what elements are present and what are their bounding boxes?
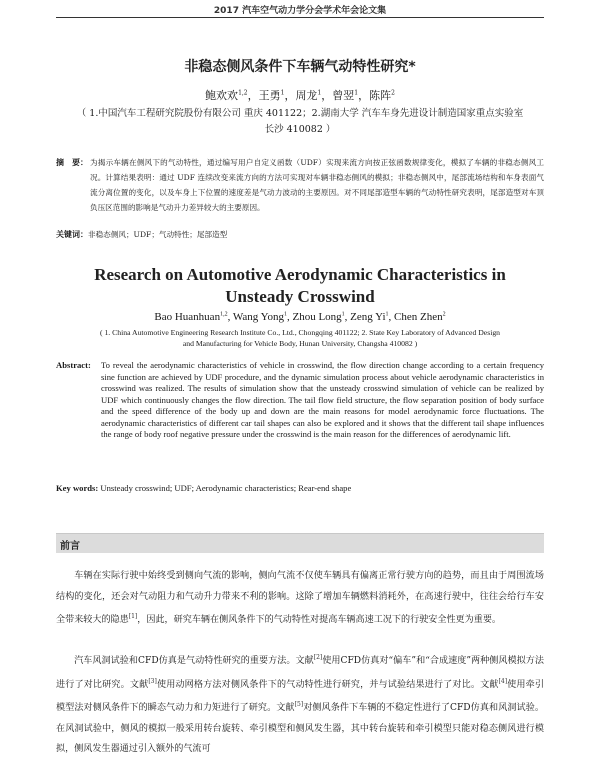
en-author-sep: , (286, 311, 293, 323)
citation-ref[interactable]: [4] (498, 677, 508, 685)
cn-keywords-label: 关键词： (56, 230, 88, 239)
en-authors (0, 311, 600, 323)
en-author-sup: 2 (442, 311, 446, 318)
en-author: Chen Zhen (394, 311, 443, 323)
cn-affiliation-line: （ 1.中国汽车工程研究院股份有限公司 重庆 401122；2.湖南大学 汽车车身先进设计制造国家重点实验室 (76, 108, 524, 119)
cn-abstract (56, 155, 544, 215)
en-author-sep: , (227, 311, 233, 323)
cn-affiliation-line: 长沙 410082 ） (264, 124, 336, 135)
cn-keywords-text: 非稳态侧风；UDF；气动特性；尾部造型 (88, 230, 228, 239)
cn-title: 非稳态侧风条件下车辆气动特性研究* (184, 59, 416, 75)
en-author-sup: 1,2 (220, 311, 228, 318)
running-header: 2017 汽车空气动力学分会学术年会论文集 (213, 6, 387, 16)
cn-authors (0, 87, 600, 103)
en-keywords (56, 483, 544, 493)
cn-author-sup: 2 (391, 89, 395, 97)
paragraph-text: 车辆在实际行驶中始终受到侧向气流的影响，侧向气流不仅使车辆具有偏离正常行驶方向的趋势，而且由于周围流场结构的变化，还会对气动阻力和气动升力带来不利的影响。这除了增加车辆燃料消耗外，在高速行驶中，往往会给行车安全带来较大的隐患 (56, 571, 544, 626)
cn-author-sep: ， (321, 89, 333, 102)
cn-abstract-text: 为揭示车辆在侧风下的气动特性，通过编写用户自定义函数（UDF）实现来流方向按正弦函数规律变化，模拟了车辆的非稳态侧风工况。计算结果表明：通过 UDF 连续改变来流方向的方法可实现对车辆非稳态侧风的模拟；非稳态侧风中，尾部流场结构和车身表面气流分离位置的变化，以及车身上下位置的速度差是气动力波动的主要原因。对不同尾部造型车辆的气动特性研究表明，尾部造型对车顶负压区范围的影响是气动升力差异较大的主要原因。 (90, 158, 544, 212)
citation-ref[interactable]: [2] (313, 654, 323, 661)
en-affiliation (68, 327, 532, 349)
en-title-line: Unsteady Crosswind (225, 287, 375, 306)
en-author-sep: , (388, 311, 395, 323)
en-author-sup: 1 (341, 311, 345, 318)
citation-ref[interactable]: [3] (148, 677, 157, 685)
en-author-sep: , (344, 311, 351, 323)
en-author-sup: 1 (385, 311, 389, 318)
en-title-line: Research on Automotive Aerodynamic Characteristics in (94, 265, 506, 284)
en-keywords-text: Unsteady crosswind; UDF; Aerodynamic characteristics; Rear-end shape (100, 483, 352, 493)
cn-author-sep: ， (284, 89, 296, 102)
paragraph-text: 使用牵引模型法对侧风条件下的瞬态气动力和力矩进行了研究。文献 (56, 679, 544, 714)
cn-abstract-label: 摘 要： (56, 158, 88, 167)
cn-author-sup: 1 (317, 89, 322, 97)
en-author: Bao Huanhuan (154, 311, 221, 323)
en-abstract-text: To reveal the aerodynamic characteristics of vehicle in crosswind, the flow direction change according to a certain frequency sine function are achieved by UDF procedure, and the dynamic simulation process about vehicle aerodynamic characteristics in crosswind was realized. The results of simulation show that the unsteady crosswind simulation of vehicle can be realized by UDF which continuously changes the flow direction. The tail flow field structure, the flow separation position of body surface and the speed difference of the body up and down are the main reasons for model aerodynamic force fluctuations. The aerodynamic characteristics of different car tail shapes can also be explored and it shows that the different tail shape influences the range of body roof negative pressure under the crosswind is the main reason for the differences of aerodynamic lift. (101, 360, 544, 439)
paragraph-text: ，因此，研究车辆在侧风条件下的气动特性对提高车辆高速工况下的行驶安全性更为重要。 (137, 615, 502, 626)
en-author: Wang Yong (232, 311, 284, 323)
cn-keywords (56, 229, 544, 240)
section-title: 前言 (60, 541, 80, 552)
en-abstract (56, 360, 544, 441)
en-affiliation-line: ( 1. China Automotive Engineering Research Institute Co., Ltd., Chongqing 401122; 2. State Key Laboratory of Advanced Design (99, 328, 501, 337)
cn-author: 曾翌 (332, 89, 355, 102)
en-author: Zeng Yi (350, 311, 386, 323)
citation-ref[interactable]: [5] (294, 701, 304, 709)
paragraph-text: 使用CFD仿真对“偏车”和“合成速度”两种侧风模拟方法进行了对比研究。文献 (56, 656, 544, 690)
en-author: Zhou Long (292, 311, 342, 323)
en-keywords-label: Key words: (56, 483, 99, 493)
cn-author: 陈阵 (369, 89, 392, 102)
en-abstract-label: Abstract: (56, 360, 91, 370)
cn-author: 王勇 (258, 89, 281, 102)
cn-affiliation (56, 106, 544, 138)
paragraph-text: 对侧风条件下车辆的不稳定性进行了CFD仿真和风洞试验。在风洞试验中，侧风的模拟一般采用转台旋转、牵引模型和侧风发生器，其中转台旋转和牵引模型只能对稳态侧风进行模拟，侧风发生器通过引入额外的气流可 (56, 703, 544, 755)
cn-author-sup: 1 (354, 89, 359, 97)
cn-author-sep: ， (247, 89, 259, 102)
en-affiliation-line: and Manufacturing for Vehicle Body, Hunan University, Changsha 410082 ) (182, 339, 418, 348)
cn-author: 周龙 (295, 89, 318, 102)
cn-author-sup: 1,2 (238, 89, 248, 97)
en-author-sup: 1 (283, 311, 287, 318)
body-paragraph-2 (56, 648, 544, 760)
section-heading-bar (56, 533, 544, 553)
cn-author-sep: ， (358, 89, 370, 102)
paragraph-text: 使用动网格方法对侧风条件下的气动特性进行研究，并与试验结果进行了对比。文献 (156, 679, 499, 690)
en-title (40, 264, 560, 308)
cn-author: 鲍欢欢 (205, 89, 239, 102)
citation-ref[interactable]: [1] (128, 613, 138, 620)
cn-author-sup: 1 (280, 89, 285, 97)
paragraph-text: 汽车风洞试验和CFD仿真是气动特性研究的重要方法。文献 (74, 656, 314, 667)
header-rule (56, 17, 544, 18)
body-paragraph-1 (56, 566, 544, 631)
